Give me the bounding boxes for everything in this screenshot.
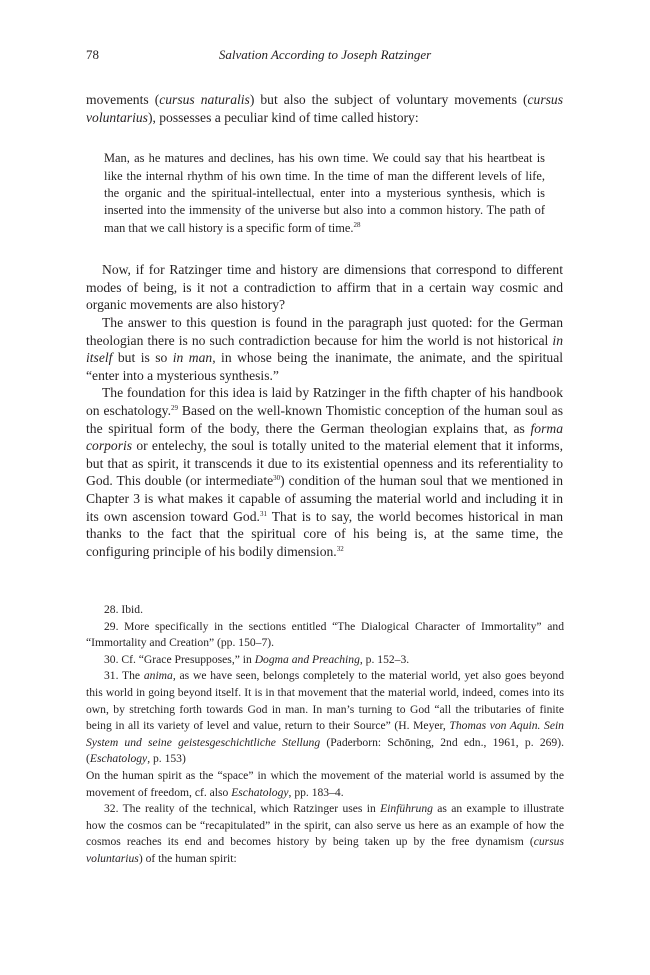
italic-term: cursus voluntarius <box>86 835 564 865</box>
block-quote <box>104 150 545 237</box>
footnotes <box>86 602 564 868</box>
running-title: Salvation According to Joseph Ratzinger <box>218 47 432 62</box>
italic-title: Eschatology <box>89 752 148 766</box>
main-text <box>86 91 563 560</box>
text-run: ) condition of the human soul that we mentioned in Chapter 3 is what makes it capable of assuming the material world and including it in its own ascension toward God. <box>86 473 563 524</box>
text-run: 31. The <box>104 669 144 683</box>
text-run: , p. 153) <box>147 752 186 766</box>
footnote-29: 29. More specifically in the sections entitled “The Dialogical Character of Immortality” and “Immortality and Creation” (pp. 150–7). <box>86 619 564 650</box>
italic-term: anima, <box>143 669 176 683</box>
footnote-30 <box>86 652 564 669</box>
paragraph: Now, if for Ratzinger time and history are dimensions that correspond to different modes of being, is it not a contradiction to affirm that in a certain way cosmic and organic movements are also history? <box>86 262 563 313</box>
italic-title: Eschatology <box>231 785 289 799</box>
paragraph <box>86 314 563 384</box>
footnote-ref-31[interactable]: 31 <box>259 509 267 518</box>
italic-title: Thomas von Aquin. Sein System und seine geistesgeschichtliche Stellung <box>86 719 564 749</box>
text-run: The foundation for this idea is laid by Ratzinger in the fifth chapter of his handbook on eschatology. <box>86 385 563 418</box>
footnote-32 <box>86 801 564 867</box>
text-run: , pp. 183–4. <box>288 785 344 799</box>
footnote-ref-32[interactable]: 32 <box>336 544 344 553</box>
italic-term: in man <box>172 350 213 366</box>
footnote-31-continued <box>86 768 564 801</box>
text-run: movements ( <box>86 92 160 107</box>
footnote-31 <box>86 668 564 768</box>
footnote-ref-30[interactable]: 30 <box>273 474 281 483</box>
running-header <box>86 47 564 67</box>
footnote-ref-28[interactable]: 28 <box>353 220 361 229</box>
italic-term: forma corporis <box>86 420 563 454</box>
text-run: The answer to this question is found in the paragraph just quoted: for the German theologian there is no such contradiction because for him the world is not historical <box>86 315 563 348</box>
paragraph <box>86 384 563 560</box>
text-run: , p. 152–3. <box>359 652 410 666</box>
text-run: ), possesses a peculiar kind of time called history: <box>147 109 419 125</box>
text-run: as we have seen, belongs completely to the material world, yet also goes beyond this world in going beyond itself. It is in that movement that the material world, indeed, comes into its own, by stretching forth towards God in man. In man’s turning to God “all the tributaries of finite being in all its variety of level and value, return to their Source” (H. Meyer, <box>86 669 565 733</box>
text-run: That is to say, the world becomes historical in man thanks to the fact that the spiritual core of his being is, at the same time, the configuring principle of his bodily dimension. <box>86 508 563 559</box>
italic-title: Dogma and Preaching <box>254 652 360 666</box>
italic-term: cursus voluntarius <box>86 92 563 125</box>
paragraph-continued <box>86 91 563 126</box>
page-number: 78 <box>86 47 99 62</box>
italic-term: cursus naturalis <box>159 92 250 107</box>
text-run: , in whose being the inanimate, the animate, and the spiritual “enter into a mysterious synthesis.” <box>86 350 564 383</box>
italic-title: Einführung <box>380 802 433 816</box>
text-run: but is so <box>112 350 173 366</box>
quote-text: Man, as he matures and declines, has his own time. We could say that his heartbeat is like the internal rhythm of his own time. In the time of man the different levels of life, the organic and the spiritual-intellectual, enter into a mysterious synthesis, which is inserted into the immensity of the universe but also into a common history. The path of man that we call history is a specific form of time. <box>104 151 545 235</box>
text-run: ) of the human spirit: <box>138 851 237 865</box>
text-run: 32. The reality of the technical, which Ratzinger uses in <box>104 802 381 816</box>
text-run: 30. Cf. “Grace Presupposes,” in <box>104 652 255 666</box>
text-run: On the human spirit as the “space” in which the movement of the material world is assumed by the movement of freedom, cf. also <box>86 768 564 799</box>
italic-term: in itself <box>86 332 563 366</box>
text-run: or entelechy, the soul is totally united to the material element that it informs, but that as spirit, it transcends it due to its existential openness and its referentiality to God. This double (or intermediate <box>86 438 563 489</box>
text-run: ) but also the subject of voluntary movements ( <box>249 92 528 107</box>
text-run: as an example to illustrate how the cosmos can be “recapitulated” in the spirit, can also serve us here as an example of how the cosmos reaches its end and becomes history by being taken up by the free dynamism ( <box>86 802 564 849</box>
footnote-28: 28. Ibid. <box>104 603 143 616</box>
text-run: Based on the well-known Thomistic conception of the human soul as the spiritual form of the body, there the German theologian explains that, as <box>86 402 563 436</box>
text-run: (Paderborn: Schōning, 2nd edn., 1961, p. 269). ( <box>86 735 564 766</box>
footnote-ref-29[interactable]: 29 <box>170 403 178 412</box>
